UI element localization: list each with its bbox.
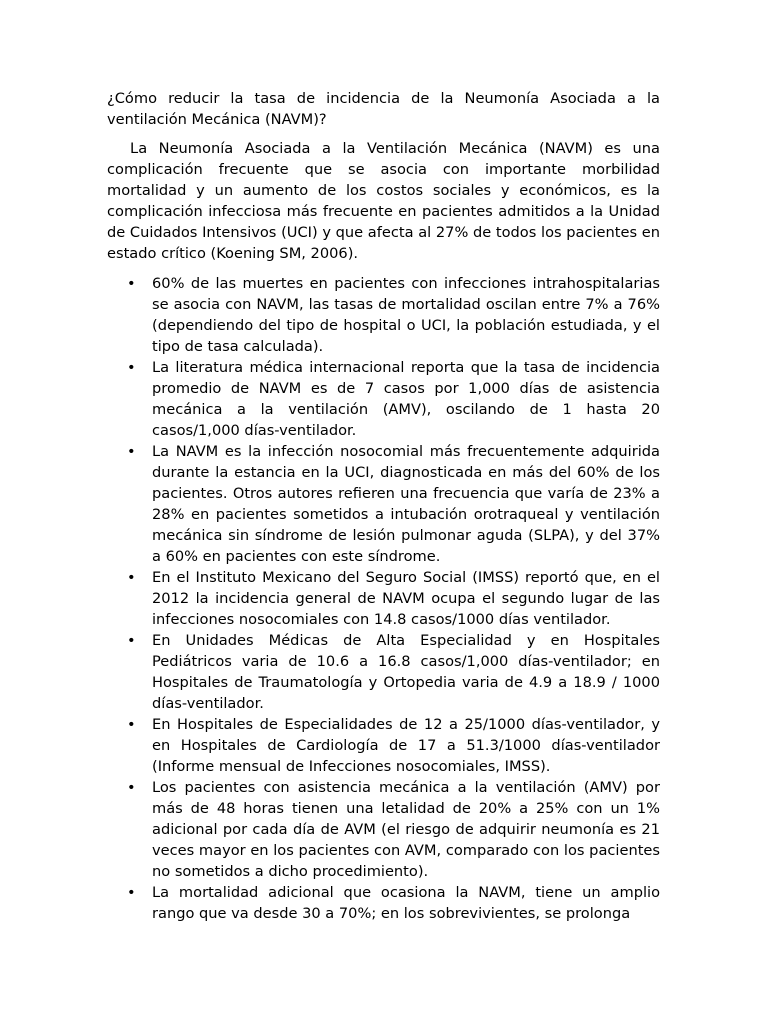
document-title: ¿Cómo reducir la tasa de incidencia de la Neumonía Asociada a la ventilación Mecánica (NAVM)? — [107, 90, 660, 128]
bullet-icon: • — [127, 632, 136, 649]
list-item-text: Los pacientes con asistencia mecánica a la ventilación (AMV) por más de 48 horas tienen una letalidad de 20% a 25% con un 1% adicional por cada día de AVM (el riesgo de adquirir neumonía es 21 veces mayor en los pacientes con AVM, comparado con los pacientes no sometidos a dicho procedimiento). — [152, 779, 660, 880]
bullet-icon: • — [127, 359, 136, 376]
list-item-text: La NAVM es la infección nosocomial más frecuentemente adquirida durante la estancia en la UCI, diagnosticada en más del 60% de los pacientes. Otros autores refieren una frecuencia que varía de 23% a 28% en pacientes sometidos a intubación orotraqueal y ventilación mecánica sin síndrome de lesión pulmonar aguda (SLPA), y del 37% a 60% en pacientes con este síndrome. — [152, 443, 660, 565]
list-item-text: 60% de las muertes en pacientes con infecciones intrahospitalarias se asocia con NAVM, las tasas de mortalidad oscilan entre 7% a 76% (dependiendo del tipo de hospital o UCI, la población estudiada, y el tipo de tasa calculada). — [152, 275, 660, 355]
list-item — [107, 777, 660, 882]
bullet-list — [107, 273, 660, 924]
bullet-icon: • — [127, 569, 136, 586]
list-item — [107, 714, 660, 777]
bullet-icon: • — [127, 443, 136, 460]
list-item-text: La mortalidad adicional que ocasiona la NAVM, tiene un amplio rango que va desde 30 a 70%; en los sobrevivientes, se prolonga — [152, 884, 660, 922]
list-item — [107, 357, 660, 441]
bullet-icon: • — [127, 779, 136, 796]
list-item — [107, 567, 660, 630]
bullet-icon: • — [127, 275, 136, 292]
list-item-text: En Hospitales de Especialidades de 12 a 25/1000 días-ventilador, y en Hospitales de Cardiología de 17 a 51.3/1000 días-ventilador (Informe mensual de Infecciones nosocomiales, IMSS). — [152, 716, 660, 775]
bullet-icon: • — [127, 716, 136, 733]
list-item-text: En Unidades Médicas de Alta Especialidad y en Hospitales Pediátricos varia de 10.6 a 16.8 casos/1,000 días-ventilador; en Hospitales de Traumatología y Ortopedia varia de 4.9 a 18.9 / 1000 días-ventilador. — [152, 632, 660, 712]
document-page — [107, 88, 660, 924]
list-item — [107, 441, 660, 567]
list-item-text: En el Instituto Mexicano del Seguro Social (IMSS) reportó que, en el 2012 la incidencia general de NAVM ocupa el segundo lugar de las infecciones nosocomiales con 14.8 casos/1000 días ventilador. — [152, 569, 660, 628]
list-item-text: La literatura médica internacional reporta que la tasa de incidencia promedio de NAVM es de 7 casos por 1,000 días de asistencia mecánica a la ventilación (AMV), oscilando de 1 hasta 20 casos/1,000 días-ventilador. — [152, 359, 660, 439]
list-item — [107, 882, 660, 924]
bullet-icon: • — [127, 884, 136, 901]
intro-paragraph: La Neumonía Asociada a la Ventilación Mecánica (NAVM) es una complicación frecuente que se asocia con importante morbilidad mortalidad y un aumento de los costos sociales y económicos, es la complicación infecciosa más frecuente en pacientes admitidos a la Unidad de Cuidados Intensivos (UCI) y que afecta al 27% de todos los pacientes en estado crítico (Koening SM, 2006). — [107, 140, 660, 262]
list-item — [107, 273, 660, 357]
list-item — [107, 630, 660, 714]
